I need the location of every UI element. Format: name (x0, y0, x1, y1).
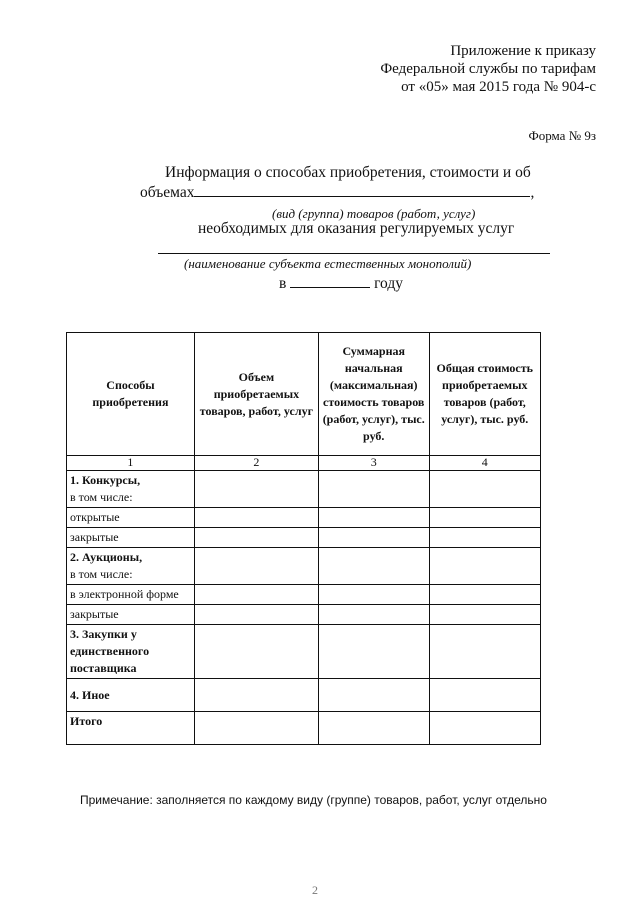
goods-hint: (вид (группа) товаров (работ, услуг) (272, 206, 476, 221)
year-suffix: году (374, 275, 403, 292)
table-cell[interactable] (194, 585, 318, 605)
row-label: закрытые (67, 605, 195, 625)
goods-blank-line (194, 182, 530, 197)
title-line-1: Информация о способах приобретения, стоимости и об (165, 164, 531, 181)
table-cell[interactable] (318, 548, 429, 585)
table-cell[interactable] (194, 712, 318, 745)
footnote: Примечание: заполняется по каждому виду (группе) товаров, работ, услуг отдельно (80, 793, 547, 807)
row-label: открытые (67, 508, 195, 528)
row-label: Итого (67, 712, 195, 745)
table-row (67, 585, 541, 605)
row-label-main: 1. Конкурсы, (70, 473, 141, 487)
table-cell[interactable] (318, 471, 429, 508)
title-line-2 (140, 182, 540, 202)
subject-blank-line (158, 253, 550, 254)
table-cell[interactable] (429, 625, 541, 679)
table-cell[interactable] (194, 528, 318, 548)
column-number: 3 (318, 456, 429, 471)
table-row (67, 605, 541, 625)
table-cell[interactable] (318, 585, 429, 605)
header-initial-cost: Суммарная начальная (максимальная) стоимость товаров (работ, услуг), тыс. руб. (318, 333, 429, 456)
row-label: в электронной форме (67, 585, 195, 605)
table-header-row (67, 333, 541, 456)
header-volume: Объем приобретаемых товаров, работ, услуг (194, 333, 318, 456)
row-label-sub: в том числе: (70, 490, 133, 504)
row-label: 3. Закупки у единственного поставщика (67, 625, 195, 679)
year-prefix: в (279, 275, 287, 292)
table-cell[interactable] (429, 679, 541, 712)
subject-hint: (наименование субъекта естественных монополий) (184, 256, 472, 271)
table-cell[interactable] (429, 548, 541, 585)
header-total-cost: Общая стоимость приобретаемых товаров (работ, услуг), тыс. руб. (429, 333, 541, 456)
column-number: 1 (67, 456, 195, 471)
table-row (67, 712, 541, 745)
column-number: 2 (194, 456, 318, 471)
table-cell[interactable] (429, 605, 541, 625)
table-cell[interactable] (194, 548, 318, 585)
table-cell[interactable] (429, 508, 541, 528)
title-line-2-comma: , (530, 184, 535, 201)
table-row (67, 471, 541, 508)
table-cell[interactable] (194, 471, 318, 508)
year-line (279, 274, 403, 293)
table-cell[interactable] (318, 508, 429, 528)
year-blank-line (290, 274, 370, 288)
table-row (67, 679, 541, 712)
procurement-table (66, 332, 541, 745)
table-cell[interactable] (194, 508, 318, 528)
table-cell[interactable] (429, 471, 541, 508)
table-cell[interactable] (429, 712, 541, 745)
column-number: 4 (429, 456, 541, 471)
table-cell[interactable] (194, 679, 318, 712)
table-row (67, 528, 541, 548)
form-number: Форма № 9з (528, 128, 596, 143)
page-number: 2 (312, 883, 318, 897)
table-cell[interactable] (318, 605, 429, 625)
table-row (67, 548, 541, 585)
table-cell[interactable] (429, 528, 541, 548)
table-row (67, 508, 541, 528)
appendix-line-3: от «05» мая 2015 года № 904-с (401, 79, 596, 95)
table-cell[interactable] (318, 528, 429, 548)
appendix-line-2: Федеральной службы по тарифам (380, 61, 596, 77)
appendix-line-1: Приложение к приказу (450, 43, 596, 59)
table-row (67, 625, 541, 679)
table-cell[interactable] (429, 585, 541, 605)
table-cell[interactable] (318, 625, 429, 679)
appendix-reference (380, 42, 596, 96)
table-cell[interactable] (318, 679, 429, 712)
row-label-main: 2. Аукционы, (70, 550, 143, 564)
header-methods: Способы приобретения (67, 333, 195, 456)
table-cell[interactable] (194, 625, 318, 679)
row-label-sub: в том числе: (70, 567, 133, 581)
row-label (67, 548, 195, 585)
title-line-2-text: объемах (140, 184, 195, 201)
row-label: закрытые (67, 528, 195, 548)
row-label: 4. Иное (67, 679, 195, 712)
column-number-row (67, 456, 541, 471)
row-label (67, 471, 195, 508)
title-line-3: необходимых для оказания регулируемых услуг (198, 220, 515, 237)
table-cell[interactable] (194, 605, 318, 625)
document-title (140, 163, 540, 202)
table-cell[interactable] (318, 712, 429, 745)
